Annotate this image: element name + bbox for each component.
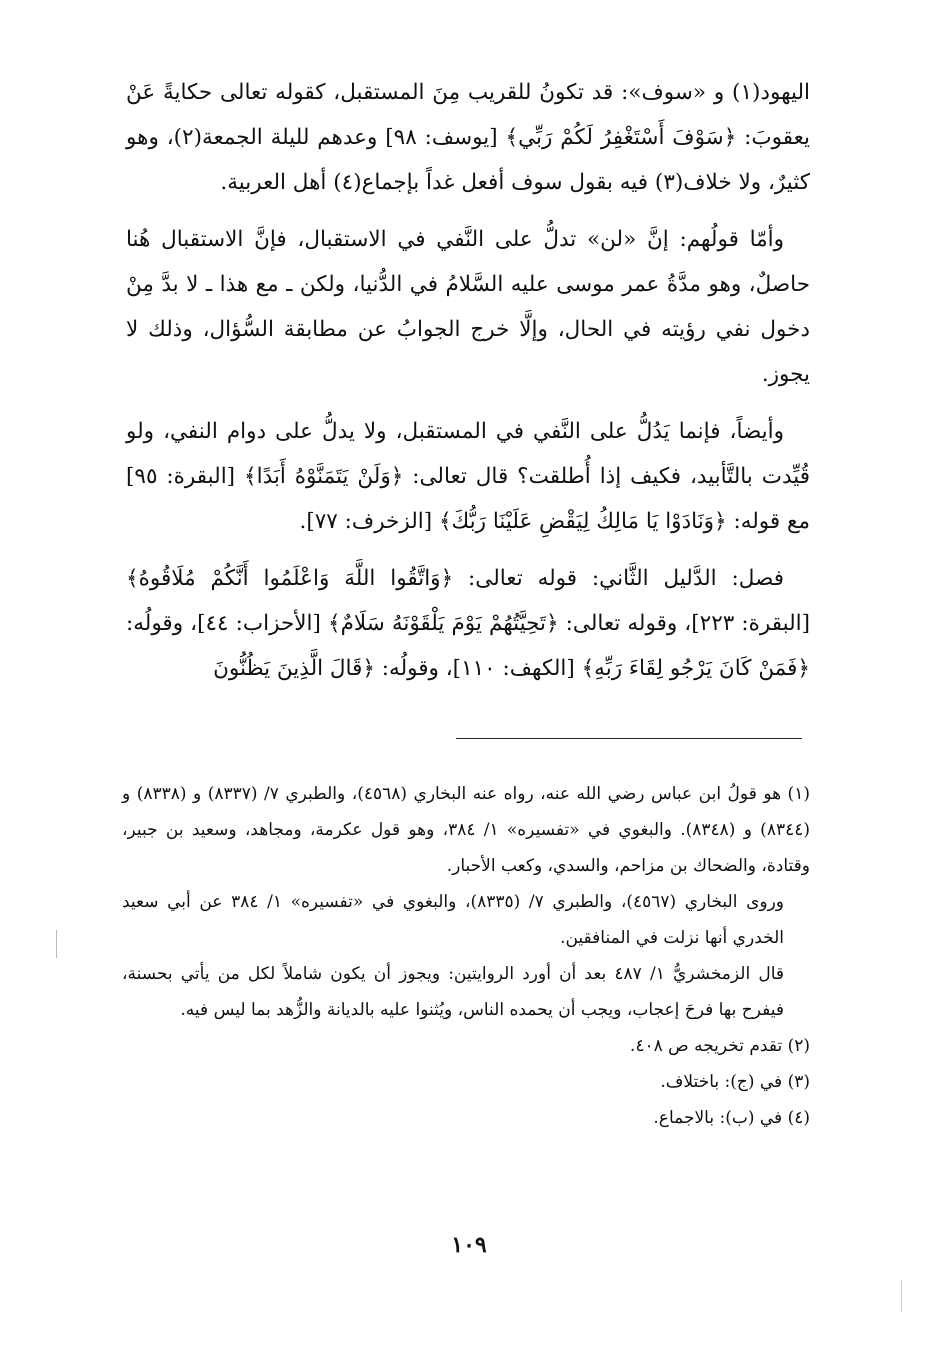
page-number: ١٠٩ [451, 1232, 487, 1258]
footnote-4: (٤) في (ب): بالاجماع. [653, 1108, 810, 1128]
footnote-3: (٣) في (ج): باختلاف. [660, 1072, 810, 1092]
footnote-separator [456, 738, 802, 739]
footnote-1: (١) هو قولُ ابن عباس رضي الله عنه، رواه عنه البخاري (٤٥٦٨)، والطبري ٧/ (٨٣٣٧) و (٨٣٣٨) و (٨٣٤٤) و (٨٣٤٨). والبغوي في «تفسيره» ١/ ٣٨٤، وهو قول عكرمة، ومجاهد، وسعيد بن جبير، وقتادة، والضحاك بن مزاحم، والسدي، وكعب الأحبار. [122, 784, 810, 876]
paragraph-2: وأمّا قولُهم: إنَّ «لن» تدلُّ على النَّفي في الاستقبال، فإنَّ الاستقبال هُنا حاصلٌ، وهو مدَّةُ عمر موسى عليه السَّلامُ في الدُّنيا، ولكن ـ مع هذا ـ لا بدَّ مِنْ دخول نفي رؤيته في الحال، وإلَّا خرج الجوابُ عن مطابقة السُّؤال، وذلك لا يجوز. [126, 227, 810, 387]
scan-mark-bottom [901, 1280, 902, 1312]
footnote-1-zamakhshari: قال الزمخشريُّ ١/ ٤٨٧ بعد أن أورد الروايتين: ويجوز أن يكون شاملاً لكل من يأتي بحسنة، فيفرح بها فرحَ إعجاب، ويجب أن يحمده الناس، ويُثنوا عليه بالديانة والزُّهد بما ليس فيه. [122, 964, 784, 1020]
main-text [126, 70, 810, 703]
footnote-1-continued: وروى البخاري (٤٥٦٧)، والطبري ٧/ (٨٣٣٥)، والبغوي في «تفسيره» ١/ ٣٨٤ عن أبي سعيد الخدري أنها نزلت في المنافقين. [122, 892, 784, 948]
paragraph-4: فصل: الدَّليل الثَّاني: قوله تعالى: ﴿وَاتَّقُوا اللَّهَ وَاعْلَمُوا أَنَّكُمْ مُلَاقُوهُ﴾ [البقرة: ٢٢٣]، وقوله تعالى: ﴿تَحِيَّتُهُمْ يَوْمَ يَلْقَوْنَهُ سَلَامٌ﴾ [الأحزاب: ٤٤]، وقولُه: ﴿فَمَنْ كَانَ يَرْجُو لِقَاءَ رَبِّهِ﴾ [الكهف: ١١٠]، وقولُه: ﴿قَالَ الَّذِينَ يَظُنُّونَ [126, 566, 811, 681]
footnotes [122, 776, 810, 1136]
footnote-2: (٢) تقدم تخريجه ص ٤٠٨. [629, 1036, 810, 1056]
paragraph-3: وأيضاً، فإنما يَدُلُّ على النَّفي في المستقبل، ولا يدلُّ على دوام النفي، ولو قُيِّدت بالتَّأبيد، فكيف إذا أُطلقت؟ قال تعالى: ﴿وَلَنْ يَتَمَنَّوْهُ أَبَدًا﴾ [البقرة: ٩٥] مع قوله: ﴿وَنَادَوْا يَا مَالِكُ لِيَقْضِ عَلَيْنَا رَبُّكَ﴾ [الزخرف: ٧٧]. [126, 419, 810, 534]
scan-mark [56, 930, 57, 958]
paragraph-1: اليهود(١) و «سوف»: قد تكونُ للقريب مِنَ المستقبل، كقوله تعالى حكايةً عَنْ يعقوبَ: ﴿سَوْفَ أَسْتَغْفِرُ لَكُمْ رَبِّي﴾ [يوسف: ٩٨] وعدهم لليلة الجمعة(٢)، وهو كثيرٌ، ولا خلاف(٣) فيه بقول سوف أفعل غداً بإجماع(٤) أهل العربية. [126, 80, 810, 195]
